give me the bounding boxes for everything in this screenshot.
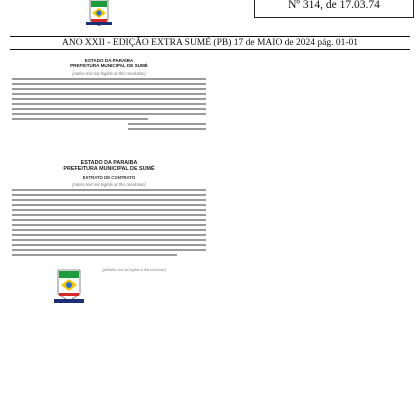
issue-number: Nº 314, de 17.03.74 xyxy=(288,0,380,11)
publisher-info: [publisher text not legible at this resolution] xyxy=(102,268,166,272)
edition-band: ANO XXII - EDIÇÃO EXTRA SUMÉ (PB) 17 de MAIO de 2024 pág. 01-01 xyxy=(10,36,410,50)
municipal-logo xyxy=(52,268,86,308)
notice-2-city: PREFEITURA MUNICIPAL DE SUMÉ xyxy=(63,166,155,172)
notice-1-body: [notice text not legible at this resolution] xyxy=(72,71,146,77)
notice-1-city: PREFEITURA MUNICIPAL DE SUMÉ xyxy=(70,63,148,69)
notice-2-body: [notice text not legible at this resolution] xyxy=(72,182,146,187)
notice-1-state: ESTADO DA PARAÍBA xyxy=(84,58,134,63)
notice-1-illegible-text xyxy=(12,78,206,130)
notice-1 xyxy=(12,58,206,152)
coat-of-arms-logo xyxy=(84,0,114,26)
issue-number-box xyxy=(254,0,414,18)
notice-2-title: EXTRATO DE CONTRATO xyxy=(82,175,136,180)
notice-2 xyxy=(12,160,206,268)
notice-2-state: ESTADO DA PARAÍBA xyxy=(80,160,138,166)
notice-2-illegible-text xyxy=(12,189,206,256)
